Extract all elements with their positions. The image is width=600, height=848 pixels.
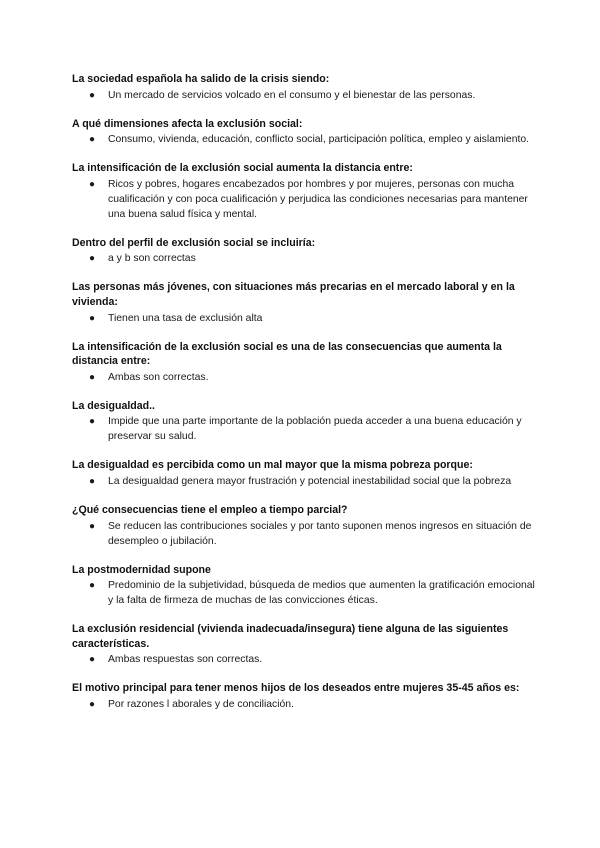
question-text: Las personas más jóvenes, con situaciones más precarias en el mercado laboral y en la vivienda:	[72, 281, 515, 308]
answer-item	[72, 652, 540, 667]
answer-list	[72, 697, 540, 712]
question-block	[72, 503, 540, 549]
answer-item	[72, 519, 540, 549]
answer-text: Ambas son correctas.	[108, 371, 209, 383]
answer-item	[72, 311, 540, 326]
bullet-icon: ●	[89, 520, 96, 532]
bullet-icon: ●	[89, 580, 96, 592]
answer-list	[72, 578, 540, 608]
answer-list	[72, 414, 540, 444]
answer-list	[72, 652, 540, 667]
answer-item	[72, 370, 540, 385]
question-text: El motivo principal para tener menos hijos de los deseados entre mujeres 35-45 años es:	[72, 682, 520, 695]
answer-text: Ricos y pobres, hogares encabezados por hombres y por mujeres, personas con mucha cualificación y con poca cualificación y perjudica las condiciones necesarias para mantener una buena salud física y mental.	[108, 178, 528, 220]
question-block	[72, 622, 540, 667]
answer-item	[72, 132, 540, 147]
answer-text: Consumo, vivienda, educación, conflicto social, participación política, empleo y aislamiento.	[108, 134, 530, 146]
answer-list	[72, 251, 540, 266]
bullet-icon: ●	[89, 371, 96, 383]
question-text: Dentro del perfil de exclusión social se incluiría:	[72, 236, 316, 249]
bullet-icon: ●	[89, 475, 96, 487]
answer-list	[72, 177, 540, 222]
question-text: La intensificación de la exclusión social aumenta la distancia entre:	[72, 162, 413, 175]
answer-text: La desigualdad genera mayor frustración y potencial inestabilidad social que la pobreza	[108, 475, 512, 487]
question-text: La postmodernidad supone	[72, 563, 211, 576]
answer-text: Impide que una parte importante de la población pueda acceder a una buena educación y preservar su salud.	[108, 416, 522, 443]
answer-item	[72, 578, 540, 608]
question-text: La desigualdad..	[72, 399, 156, 412]
question-block	[72, 117, 540, 148]
question-block	[72, 236, 540, 267]
answer-list	[72, 474, 540, 489]
answer-list	[72, 88, 540, 103]
answer-item	[72, 697, 540, 712]
question-block	[72, 563, 540, 609]
answer-list	[72, 519, 540, 549]
question-block	[72, 458, 540, 489]
answer-item	[72, 88, 540, 103]
bullet-icon: ●	[89, 253, 96, 265]
answer-text: Predominio de la subjetividad, búsqueda de medios que aumenten la gratificación emocional y la falta de firmeza de muchas de las convicciones éticas.	[108, 580, 535, 607]
answer-list	[72, 370, 540, 385]
answer-text: Por razones l aborales y de conciliación.	[108, 698, 294, 710]
answer-item	[72, 414, 540, 444]
bullet-icon: ●	[89, 312, 96, 324]
question-block	[72, 280, 540, 325]
answer-text: Un mercado de servicios volcado en el consumo y el bienestar de las personas.	[108, 89, 476, 101]
question-block	[72, 399, 540, 445]
question-text: A qué dimensiones afecta la exclusión social:	[72, 117, 303, 130]
bullet-icon: ●	[89, 178, 96, 190]
question-text: La intensificación de la exclusión social es una de las consecuencias que aumenta la distancia entre:	[72, 340, 502, 368]
answer-item	[72, 474, 540, 489]
answer-list	[72, 132, 540, 147]
answer-text: a y b son correctas	[108, 253, 196, 265]
question-text: La exclusión residencial (vivienda inadecuada/insegura) tiene alguna de las siguientes características.	[72, 623, 509, 650]
bullet-icon: ●	[89, 654, 96, 666]
question-block	[72, 340, 540, 385]
question-block	[72, 161, 540, 222]
question-text: La desigualdad es percibida como un mal mayor que la misma pobreza porque:	[72, 459, 473, 472]
question-text: La sociedad española ha salido de la crisis siendo:	[72, 73, 330, 85]
question-block	[72, 681, 540, 712]
answer-text: Tienen una tasa de exclusión alta	[108, 312, 263, 324]
bullet-icon: ●	[89, 698, 96, 710]
answer-list	[72, 311, 540, 326]
bullet-icon: ●	[89, 416, 96, 428]
question-answer-list	[72, 72, 540, 712]
answer-text: Se reducen las contribuciones sociales y por tanto suponen menos ingresos en situación de desempleo o jubilación.	[108, 520, 532, 547]
bullet-icon: ●	[89, 89, 96, 101]
bullet-icon: ●	[89, 134, 96, 146]
answer-item	[72, 251, 540, 266]
question-text: ¿Qué consecuencias tiene el empleo a tiempo parcial?	[72, 503, 348, 516]
answer-item	[72, 177, 540, 222]
question-block	[72, 72, 540, 103]
answer-text: Ambas respuestas son correctas.	[108, 654, 263, 666]
